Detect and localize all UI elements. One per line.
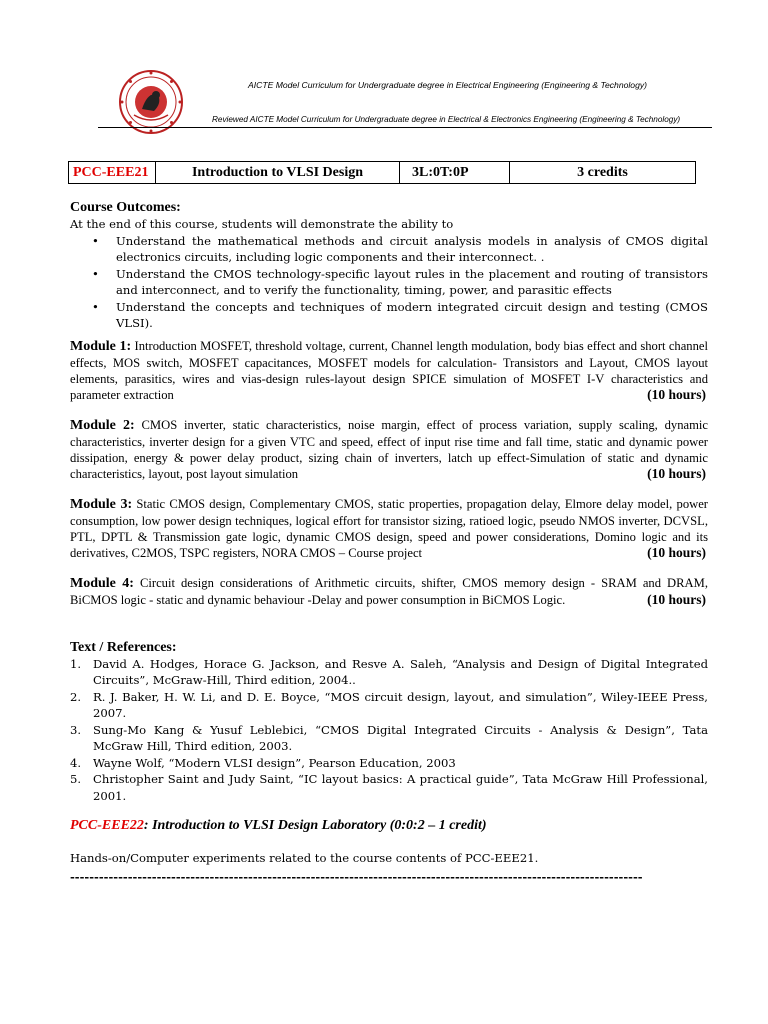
module-4	[70, 575, 708, 608]
module-1-text: Introduction MOSFET, threshold voltage, current, Channel length modulation, body bias effect and short channel effects, MOS switch, MOSFET capacitances, MOSFET models for calculation- Transistors and Layout, CMOS layout elements, parasitics, wires and vias-design rules-layout design SPICE simulation of MOSFET I-V characteristics and parameter extraction	[70, 338, 708, 402]
curriculum-header-line2: Reviewed AICTE Model Curriculum for Undergraduate degree in Electrical & Electronics Engineering (Engineering & Technology)	[212, 115, 681, 124]
reference-text: Sung-Mo Kang & Yusuf Leblebici, “CMOS Digital Integrated Circuits - Analysis & Design”, Tata McGraw Hill, Third edition, 2003.	[93, 722, 708, 753]
references-heading: Text / References:	[70, 639, 177, 655]
module-4-label: Module 4:	[70, 575, 134, 591]
reference-number: 3.	[70, 722, 82, 737]
reference-item	[70, 771, 708, 804]
module-1-hours: (10 hours)	[647, 386, 706, 402]
course-code: PCC-EEE21	[69, 162, 156, 184]
course-info-table	[68, 161, 696, 184]
reference-text: Wayne Wolf, “Modern VLSI design”, Pearson Education, 2003	[93, 755, 456, 770]
outcomes-list	[70, 233, 708, 332]
module-3-label: Module 3:	[70, 496, 133, 512]
outcome-item: • Understand the mathematical methods and circuit analysis models in analysis of CMOS digital electronics circuits, including logic components and their interconnect. .	[116, 233, 708, 266]
reference-number: 4.	[70, 755, 82, 770]
reference-number: 5.	[70, 772, 82, 786]
reference-item	[70, 689, 708, 722]
reference-item	[70, 656, 708, 689]
curriculum-header-line1: AICTE Model Curriculum for Undergraduate degree in Electrical Engineering (Engineering & Technology)	[248, 80, 648, 90]
references-list	[70, 656, 708, 805]
module-3-text: Static CMOS design, Complementary CMOS, static properties, propagation delay, Elmore delay model, power consumption, low power design techniques, logical effort for transistor sizing, ratioed logic, pseudo NMOS inverter, DCVSL, PTL, DPTL & Transmission gate logic, dynamic CMOS design, speed and power considerations, Domino logic and its derivatives, C2MOS, TSPC registers, NORA CMOS – Course project	[70, 496, 708, 560]
outcome-item: • Understand the CMOS technology-specific layout rules in the placement and routing of transistors and interconnect, and to verify the functionality, timing, power, and parasitic effects	[116, 266, 708, 299]
reference-text: R. J. Baker, H. W. Li, and D. E. Boyce, “MOS circuit design, layout, and simulation”, Wiley-IEEE Press, 2007.	[93, 689, 708, 720]
reference-item	[70, 722, 708, 755]
lab-code: PCC-EEE22	[70, 818, 144, 833]
course-title: Introduction to VLSI Design	[156, 162, 400, 184]
module-4-text: Circuit design considerations of Arithmetic circuits, shifter, CMOS memory design - SRAM and DRAM, BiCMOS logic - static and dynamic behaviour -Delay and power consumption in BiCMOS Logic.	[70, 575, 708, 607]
lab-heading	[70, 818, 708, 834]
module-3	[70, 496, 708, 561]
outcomes-intro: At the end of this course, students will demonstrate the ability to	[70, 217, 454, 231]
course-ltp: 3L:0T:0P	[400, 162, 510, 184]
outcomes-heading: Course Outcomes:	[70, 200, 181, 215]
course-credits: 3 credits	[510, 162, 696, 184]
syllabus-body	[70, 200, 708, 885]
university-seal-logo	[118, 69, 184, 135]
lab-title: : Introduction to VLSI Design Laboratory (0:0:2 – 1 credit)	[143, 818, 487, 833]
module-2	[70, 417, 708, 482]
module-2-label: Module 2:	[70, 417, 135, 433]
module-3-hours: (10 hours)	[647, 544, 706, 560]
outcome-item: • Understand the concepts and techniques of modern integrated circuit design and testing (CMOS VLSI).	[116, 299, 708, 332]
reference-text: David A. Hodges, Horace G. Jackson, and Resve A. Saleh, “Analysis and Design of Digital Integrated Circuits”, McGraw-Hill, Third edition, 2004..	[93, 656, 708, 687]
module-2-text: CMOS inverter, static characteristics, noise margin, effect of process variation, supply scaling, dynamic characteristics, inverter design for a given VTC and speed, effect of input rise time and fall time, static and dynamic power dissipation, energy & power delay product, sizing chain of inverters, latch up effect-Simulation of static and dynamic characteristics, layout, post layout simulation	[70, 417, 708, 481]
lab-description: Hands-on/Computer experiments related to the course contents of PCC-EEE21.	[70, 851, 539, 865]
module-1-label: Module 1:	[70, 338, 132, 354]
header-divider	[98, 127, 712, 128]
reference-item	[70, 755, 708, 772]
reference-number: 2.	[70, 689, 82, 704]
reference-text: Christopher Saint and Judy Saint, “IC layout basics: A practical guide”, Tata McGraw Hill Professional, 2001.	[93, 772, 708, 803]
module-2-hours: (10 hours)	[647, 465, 706, 481]
reference-number: 1.	[70, 656, 82, 671]
section-separator: -----------------------------------------------------------------------------------------------------------------------	[70, 869, 643, 884]
module-4-hours: (10 hours)	[647, 591, 706, 607]
module-1	[70, 338, 708, 403]
